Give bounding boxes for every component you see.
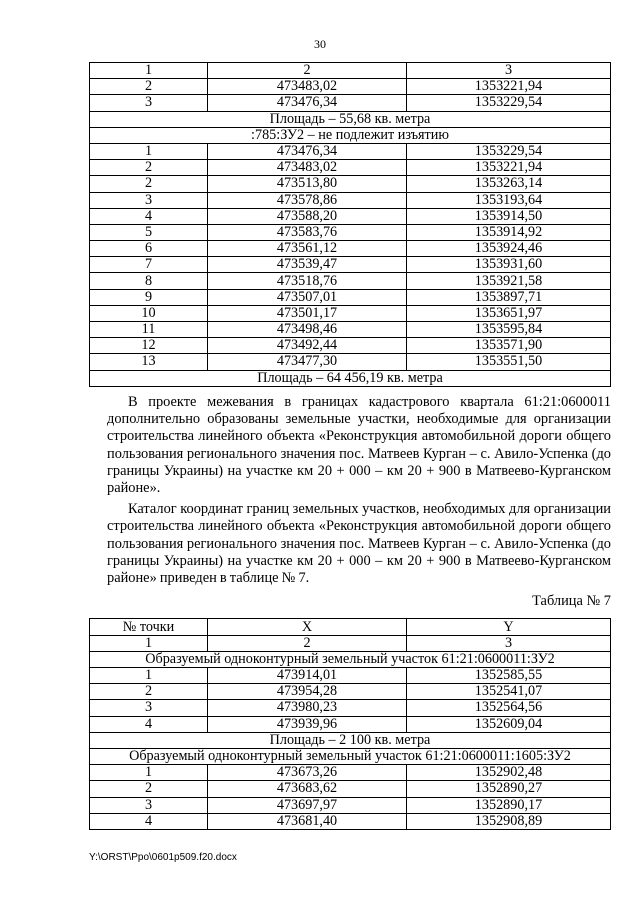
x-coordinate-cell: 473483,02 — [208, 79, 407, 95]
x-coordinate-cell: 473539,47 — [208, 257, 407, 273]
y-coordinate-cell: 1353921,58 — [407, 273, 611, 289]
y-coordinate-cell: 1352908,89 — [407, 813, 611, 829]
point-number-cell: 2 — [90, 160, 208, 176]
x-coordinate-cell: 473507,01 — [208, 289, 407, 305]
point-number-cell: 8 — [90, 273, 208, 289]
point-number-cell: № точки — [90, 619, 208, 635]
y-coordinate-cell: 1353595,84 — [407, 322, 611, 338]
section-cell: Площадь – 2 100 кв. метра — [90, 732, 611, 748]
table-row — [90, 289, 611, 305]
point-number-cell: 3 — [90, 192, 208, 208]
x-coordinate-cell: 473681,40 — [208, 813, 407, 829]
x-coordinate-cell: 473980,23 — [208, 700, 407, 716]
point-number-cell: 3 — [90, 797, 208, 813]
point-number-cell: 11 — [90, 322, 208, 338]
body-flow — [89, 394, 611, 883]
x-coordinate-cell: 473498,46 — [208, 322, 407, 338]
point-number-cell: 9 — [90, 289, 208, 305]
x-coordinate-cell: 473588,20 — [208, 208, 407, 224]
table-row — [90, 79, 611, 95]
table-row — [90, 700, 611, 716]
table-row — [90, 160, 611, 176]
section-cell: Образуемый одноконтурный земельный участок 61:21:0600011:ЗУ2 — [90, 651, 611, 667]
x-coordinate-cell: 473518,76 — [208, 273, 407, 289]
point-number-cell: 13 — [90, 354, 208, 370]
file-path-footer: Y:\ORST\Ppo\0601p509.f20.docx — [89, 851, 237, 863]
table-row — [90, 354, 611, 370]
y-coordinate-cell: 1353551,50 — [407, 354, 611, 370]
table-row — [90, 684, 611, 700]
x-coordinate-cell: X — [208, 619, 407, 635]
point-number-cell: 1 — [90, 668, 208, 684]
point-number-cell: 2 — [90, 176, 208, 192]
x-coordinate-cell: 473501,17 — [208, 305, 407, 321]
point-number-cell: 1 — [90, 765, 208, 781]
point-number-cell: 6 — [90, 241, 208, 257]
paragraph-coordinates-catalog: Каталог координат границ земельных участков, необходимых для организации строительства линейного объекта «Реконструкция автомобильной дороги общего пользования регионального значения пос. Матвеев Курган – с. Авило-Успенка (до границы Украины) на участке км 20 + 000 – км 20 + 900 в Матвеево-Курганском районе» приведен в таблице № 7. — [107, 501, 611, 587]
x-coordinate-cell: 473561,12 — [208, 241, 407, 257]
table-section-row — [90, 370, 611, 386]
coordinates-table-7 — [89, 618, 611, 829]
y-coordinate-cell: 1353924,46 — [407, 241, 611, 257]
y-coordinate-cell: 1353221,94 — [407, 79, 611, 95]
x-coordinate-cell: 473673,26 — [208, 765, 407, 781]
paragraph-survey-project: В проекте межевания в границах кадастрового квартала 61:21:0600011 дополнительно образованы земельные участки, необходимые для организации строительства линейного объекта «Реконструкция автомобильной дороги общего пользования регионального значения пос. Матвеев Курган – с. Авило-Успенка (до границы Украины) на участке км 20 + 000 – км 20 + 900 в Матвеево-Курганском районе». — [107, 394, 611, 497]
y-coordinate-cell: 1353571,90 — [407, 338, 611, 354]
point-number-cell: 4 — [90, 208, 208, 224]
point-number-cell: 5 — [90, 224, 208, 240]
y-coordinate-cell: 1353897,71 — [407, 289, 611, 305]
point-number-cell: 10 — [90, 305, 208, 321]
x-coordinate-cell: 473483,02 — [208, 160, 407, 176]
point-number-cell: 3 — [90, 700, 208, 716]
y-coordinate-cell: 1353651,97 — [407, 305, 611, 321]
table-row — [90, 305, 611, 321]
y-coordinate-cell: 1353914,92 — [407, 224, 611, 240]
point-number-cell: 7 — [90, 257, 208, 273]
x-coordinate-cell: 473476,34 — [208, 143, 407, 159]
x-coordinate-cell: 473578,86 — [208, 192, 407, 208]
section-cell: Образуемый одноконтурный земельный участок 61:21:0600011:1605:ЗУ2 — [90, 748, 611, 764]
x-coordinate-cell: 473513,80 — [208, 176, 407, 192]
section-cell: :785:ЗУ2 – не подлежит изъятию — [90, 127, 611, 143]
section-cell: Площадь – 64 456,19 кв. метра — [90, 370, 611, 386]
point-number-cell: 1 — [90, 635, 208, 651]
section-cell: Площадь – 55,68 кв. метра — [90, 111, 611, 127]
x-coordinate-cell: 473914,01 — [208, 668, 407, 684]
table-row — [90, 765, 611, 781]
y-coordinate-cell: 1353914,50 — [407, 208, 611, 224]
x-coordinate-cell: 473583,76 — [208, 224, 407, 240]
y-coordinate-cell: 3 — [407, 635, 611, 651]
x-coordinate-cell: 473683,62 — [208, 781, 407, 797]
table-section-row — [90, 127, 611, 143]
y-coordinate-cell: 1353229,54 — [407, 143, 611, 159]
y-coordinate-cell: 1352609,04 — [407, 716, 611, 732]
table-row — [90, 224, 611, 240]
point-number-cell: 4 — [90, 716, 208, 732]
point-number-cell: 2 — [90, 79, 208, 95]
coordinates-table-continued — [89, 62, 611, 387]
y-coordinate-cell: 1352890,17 — [407, 797, 611, 813]
table-section-row — [90, 651, 611, 667]
x-coordinate-cell: 473697,97 — [208, 797, 407, 813]
table-row — [90, 338, 611, 354]
point-number-cell: 4 — [90, 813, 208, 829]
x-coordinate-cell: 2 — [208, 635, 407, 651]
y-coordinate-cell: 1352890,27 — [407, 781, 611, 797]
y-coordinate-cell: 1353221,94 — [407, 160, 611, 176]
table-section-row — [90, 748, 611, 764]
y-coordinate-cell: 1353931,60 — [407, 257, 611, 273]
table-row — [90, 716, 611, 732]
point-number-cell: 12 — [90, 338, 208, 354]
y-coordinate-cell: 1352585,55 — [407, 668, 611, 684]
table-row — [90, 668, 611, 684]
table-row — [90, 619, 611, 635]
table-row — [90, 176, 611, 192]
point-number-cell: 3 — [90, 95, 208, 111]
x-coordinate-cell: 473477,30 — [208, 354, 407, 370]
x-coordinate-cell: 2 — [208, 63, 407, 79]
table-row — [90, 797, 611, 813]
table-row — [90, 63, 611, 79]
x-coordinate-cell: 473492,44 — [208, 338, 407, 354]
y-coordinate-cell: 1353193,64 — [407, 192, 611, 208]
table-row — [90, 273, 611, 289]
y-coordinate-cell: 1352564,56 — [407, 700, 611, 716]
x-coordinate-cell: 473476,34 — [208, 95, 407, 111]
y-coordinate-cell: 1353229,54 — [407, 95, 611, 111]
point-number-cell: 2 — [90, 684, 208, 700]
table-row — [90, 241, 611, 257]
table-row — [90, 95, 611, 111]
table-row — [90, 143, 611, 159]
table-row — [90, 781, 611, 797]
point-number-cell: 2 — [90, 781, 208, 797]
y-coordinate-cell: 3 — [407, 63, 611, 79]
y-coordinate-cell: 1353263,14 — [407, 176, 611, 192]
table-row — [90, 208, 611, 224]
x-coordinate-cell: 473939,96 — [208, 716, 407, 732]
table-row — [90, 192, 611, 208]
y-coordinate-cell: Y — [407, 619, 611, 635]
table-row — [90, 322, 611, 338]
y-coordinate-cell: 1352541,07 — [407, 684, 611, 700]
page-number: 30 — [314, 37, 326, 51]
table-section-row — [90, 732, 611, 748]
table-row — [90, 257, 611, 273]
table-row — [90, 635, 611, 651]
y-coordinate-cell: 1352902,48 — [407, 765, 611, 781]
point-number-cell: 1 — [90, 63, 208, 79]
table-caption: Таблица № 7 — [532, 593, 611, 610]
x-coordinate-cell: 473954,28 — [208, 684, 407, 700]
table-section-row — [90, 111, 611, 127]
table-row — [90, 813, 611, 829]
point-number-cell: 1 — [90, 143, 208, 159]
